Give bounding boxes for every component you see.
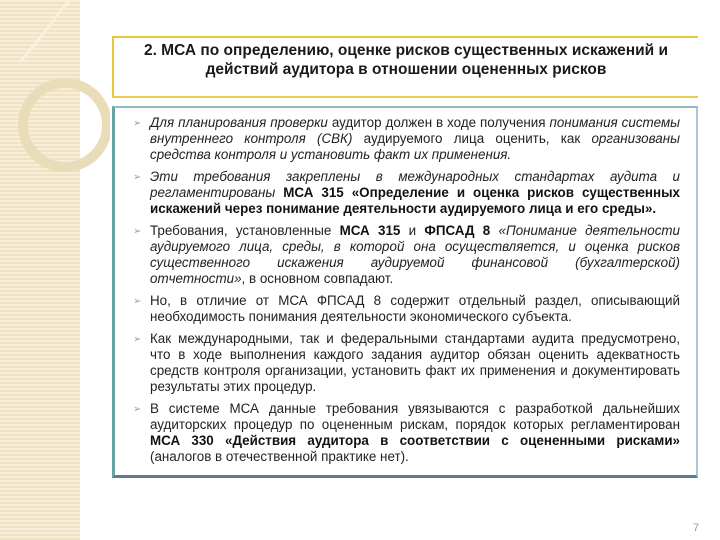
bold-text: ФПСАД 8 [424, 223, 491, 238]
text: Но, в отличие от МСА ФПСАД 8 содержит отдельный раздел, описывающий необходимость понимания деятельности экономического субъекта. [150, 293, 680, 324]
arrow-bullet-icon: ➢ [133, 334, 142, 345]
arrow-bullet-icon: ➢ [133, 226, 142, 237]
bold-text: МСА 315 [339, 223, 401, 238]
text: (аналогов в отечественной практике нет). [150, 449, 409, 464]
bold-text: МСА 330 «Действия аудитора в соответствии с оцененными рисками» [150, 433, 680, 448]
italic-text: Эти требования закреплены в международных стандартах аудита и регламентированы [150, 169, 680, 200]
arrow-bullet-icon: ➢ [133, 172, 142, 183]
bold-text: МСА 315 «Определение и оценка рисков существенных искажений через понимание деятельности аудируемого лица и его среды». [150, 185, 680, 216]
bullet-item [135, 401, 680, 465]
italic-text: понимания системы внутреннего контроля (СВК) [150, 115, 680, 146]
slide-title: 2. МСА по определению, оценке рисков существенных искажений и действий аудитора в отношении оцененных рисков [112, 36, 698, 98]
page-number: 7 [693, 522, 700, 534]
arrow-bullet-icon: ➢ [133, 296, 142, 307]
text: Как международными, так и федеральными стандартами аудита предусмотрено, что в ходе выполнения каждого задания аудитор обязан оценить адекватность средств контроля организации, установить факт их применения и документировать результаты этих процедур. [150, 331, 680, 394]
bullet-item [135, 169, 680, 217]
text: и [400, 223, 425, 238]
text: аудитор должен в ходе получения [327, 115, 550, 130]
text: аудируемого лица оценить, как [352, 131, 592, 146]
italic-text: Для планирования проверки [150, 115, 328, 130]
bullet-list [135, 115, 680, 471]
arrow-bullet-icon: ➢ [133, 118, 142, 129]
italic-text: организованы средства контроля и установить факт их применения. [150, 131, 680, 162]
bullet-item [135, 223, 680, 287]
italic-text: «Понимание деятельности аудируемого лица, среды, в которой она осуществляется, и оценка рисков существенного искажения аудируемой финансовой (бухгалтерской) отчетности» [150, 223, 681, 286]
content-box [112, 106, 698, 478]
text: В системе МСА данные требования увязываются с разработкой дальнейших аудиторских процедур по оцененным рискам, порядок которых регламентирован [150, 401, 680, 432]
bullet-item [135, 331, 680, 395]
text: Требования, установленные [150, 223, 340, 238]
arrow-bullet-icon: ➢ [133, 404, 142, 415]
bullet-item [135, 115, 680, 163]
decorative-circles-icon [0, 0, 110, 200]
bullet-item [135, 293, 680, 325]
text: , в основном совпадают. [241, 271, 394, 286]
